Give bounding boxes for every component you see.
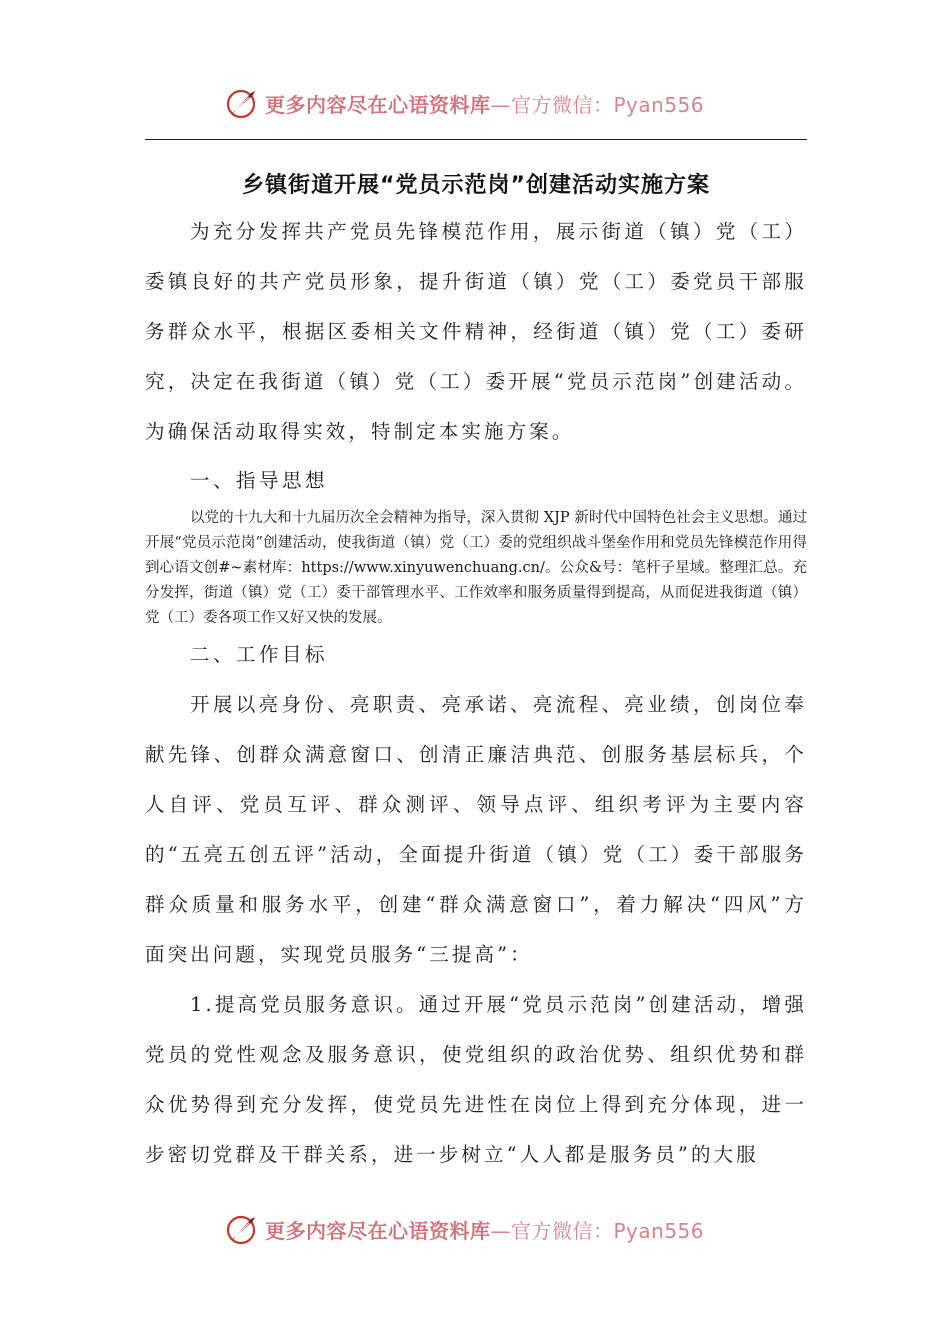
header-banner — [225, 83, 725, 123]
quill-logo-icon — [225, 1211, 261, 1247]
header-rule — [145, 139, 807, 140]
section2-body: 开展以亮身份、亮职责、亮承诺、亮流程、亮业绩，创岗位奉献先锋、创群众满意窗口、创清正廉洁典范、创服务基层标兵，个人自评、党员互评、群众测评、领导点评、组织考评为主要内容的“五亮五创五评”活动，全面提升街道（镇）党（工）委干部服务群众质量和服务水平，创建“群众满意窗口”，着力解决“四风”方面突出问题，实现党员服务“三提高”： — [145, 693, 807, 966]
banner-text — [265, 89, 704, 118]
section1-heading: 一、指导思想 — [190, 469, 329, 492]
footer-banner — [225, 1209, 725, 1249]
quill-logo-icon — [225, 85, 261, 121]
item1-paragraph: 1.提高党员服务意识。通过开展“党员示范岗”创建活动，增强党员的党性观念及服务意识，使党组织的政治优势、组织优势和群众优势得到充分发挥，使党员先进性在岗位上得到充分体现，进一步密切党群及干群关系，进一步树立“人人都是服务员”的大服 — [145, 993, 807, 1166]
banner-brand: 更多内容尽在心语资料库 — [265, 1218, 491, 1243]
banner-dash: — — [490, 1218, 511, 1243]
section1-body: 以党的十九大和十九届历次全会精神为指导，深入贯彻 XJP 新时代中国特色社会主义思想。通过开展“党员示范岗”创建活动，使我街道（镇）党（工）委的党组织战斗堡垒作用和党员先锋模范作用得到心语文创#~素材库：https://www.xinyuwenchuang.cn/。公众&号：笔杆子星域。整理汇总。充分发挥，街道（镇）党（工）委干部管理水平、工作效率和服务质量得到提高，从而促进我街道（镇）党（工）委各项工作又好又快的发展。 — [145, 510, 807, 626]
banner-handle: Pyan556 — [613, 92, 705, 117]
banner-handle: Pyan556 — [613, 1218, 705, 1243]
banner-text — [265, 1215, 704, 1244]
section2-heading: 二、工作目标 — [190, 643, 329, 666]
banner-official: 官方微信： — [511, 1218, 614, 1243]
intro-paragraph: 为充分发挥共产党员先锋模范作用，展示街道（镇）党（工）委镇良好的共产党员形象，提升街道（镇）党（工）委党员干部服务群众水平，根据区委相关文件精神，经街道（镇）党（工）委研究，决定在我街道（镇）党（工）委开展“党员示范岗”创建活动。为确保活动取得实效，特制定本实施方案。 — [145, 220, 807, 443]
banner-official: 官方微信： — [511, 92, 614, 117]
banner-dash: — — [490, 92, 511, 117]
banner-brand: 更多内容尽在心语资料库 — [265, 92, 491, 117]
document-title: 乡镇街道开展“党员示范岗”创建活动实施方案 — [242, 173, 710, 198]
